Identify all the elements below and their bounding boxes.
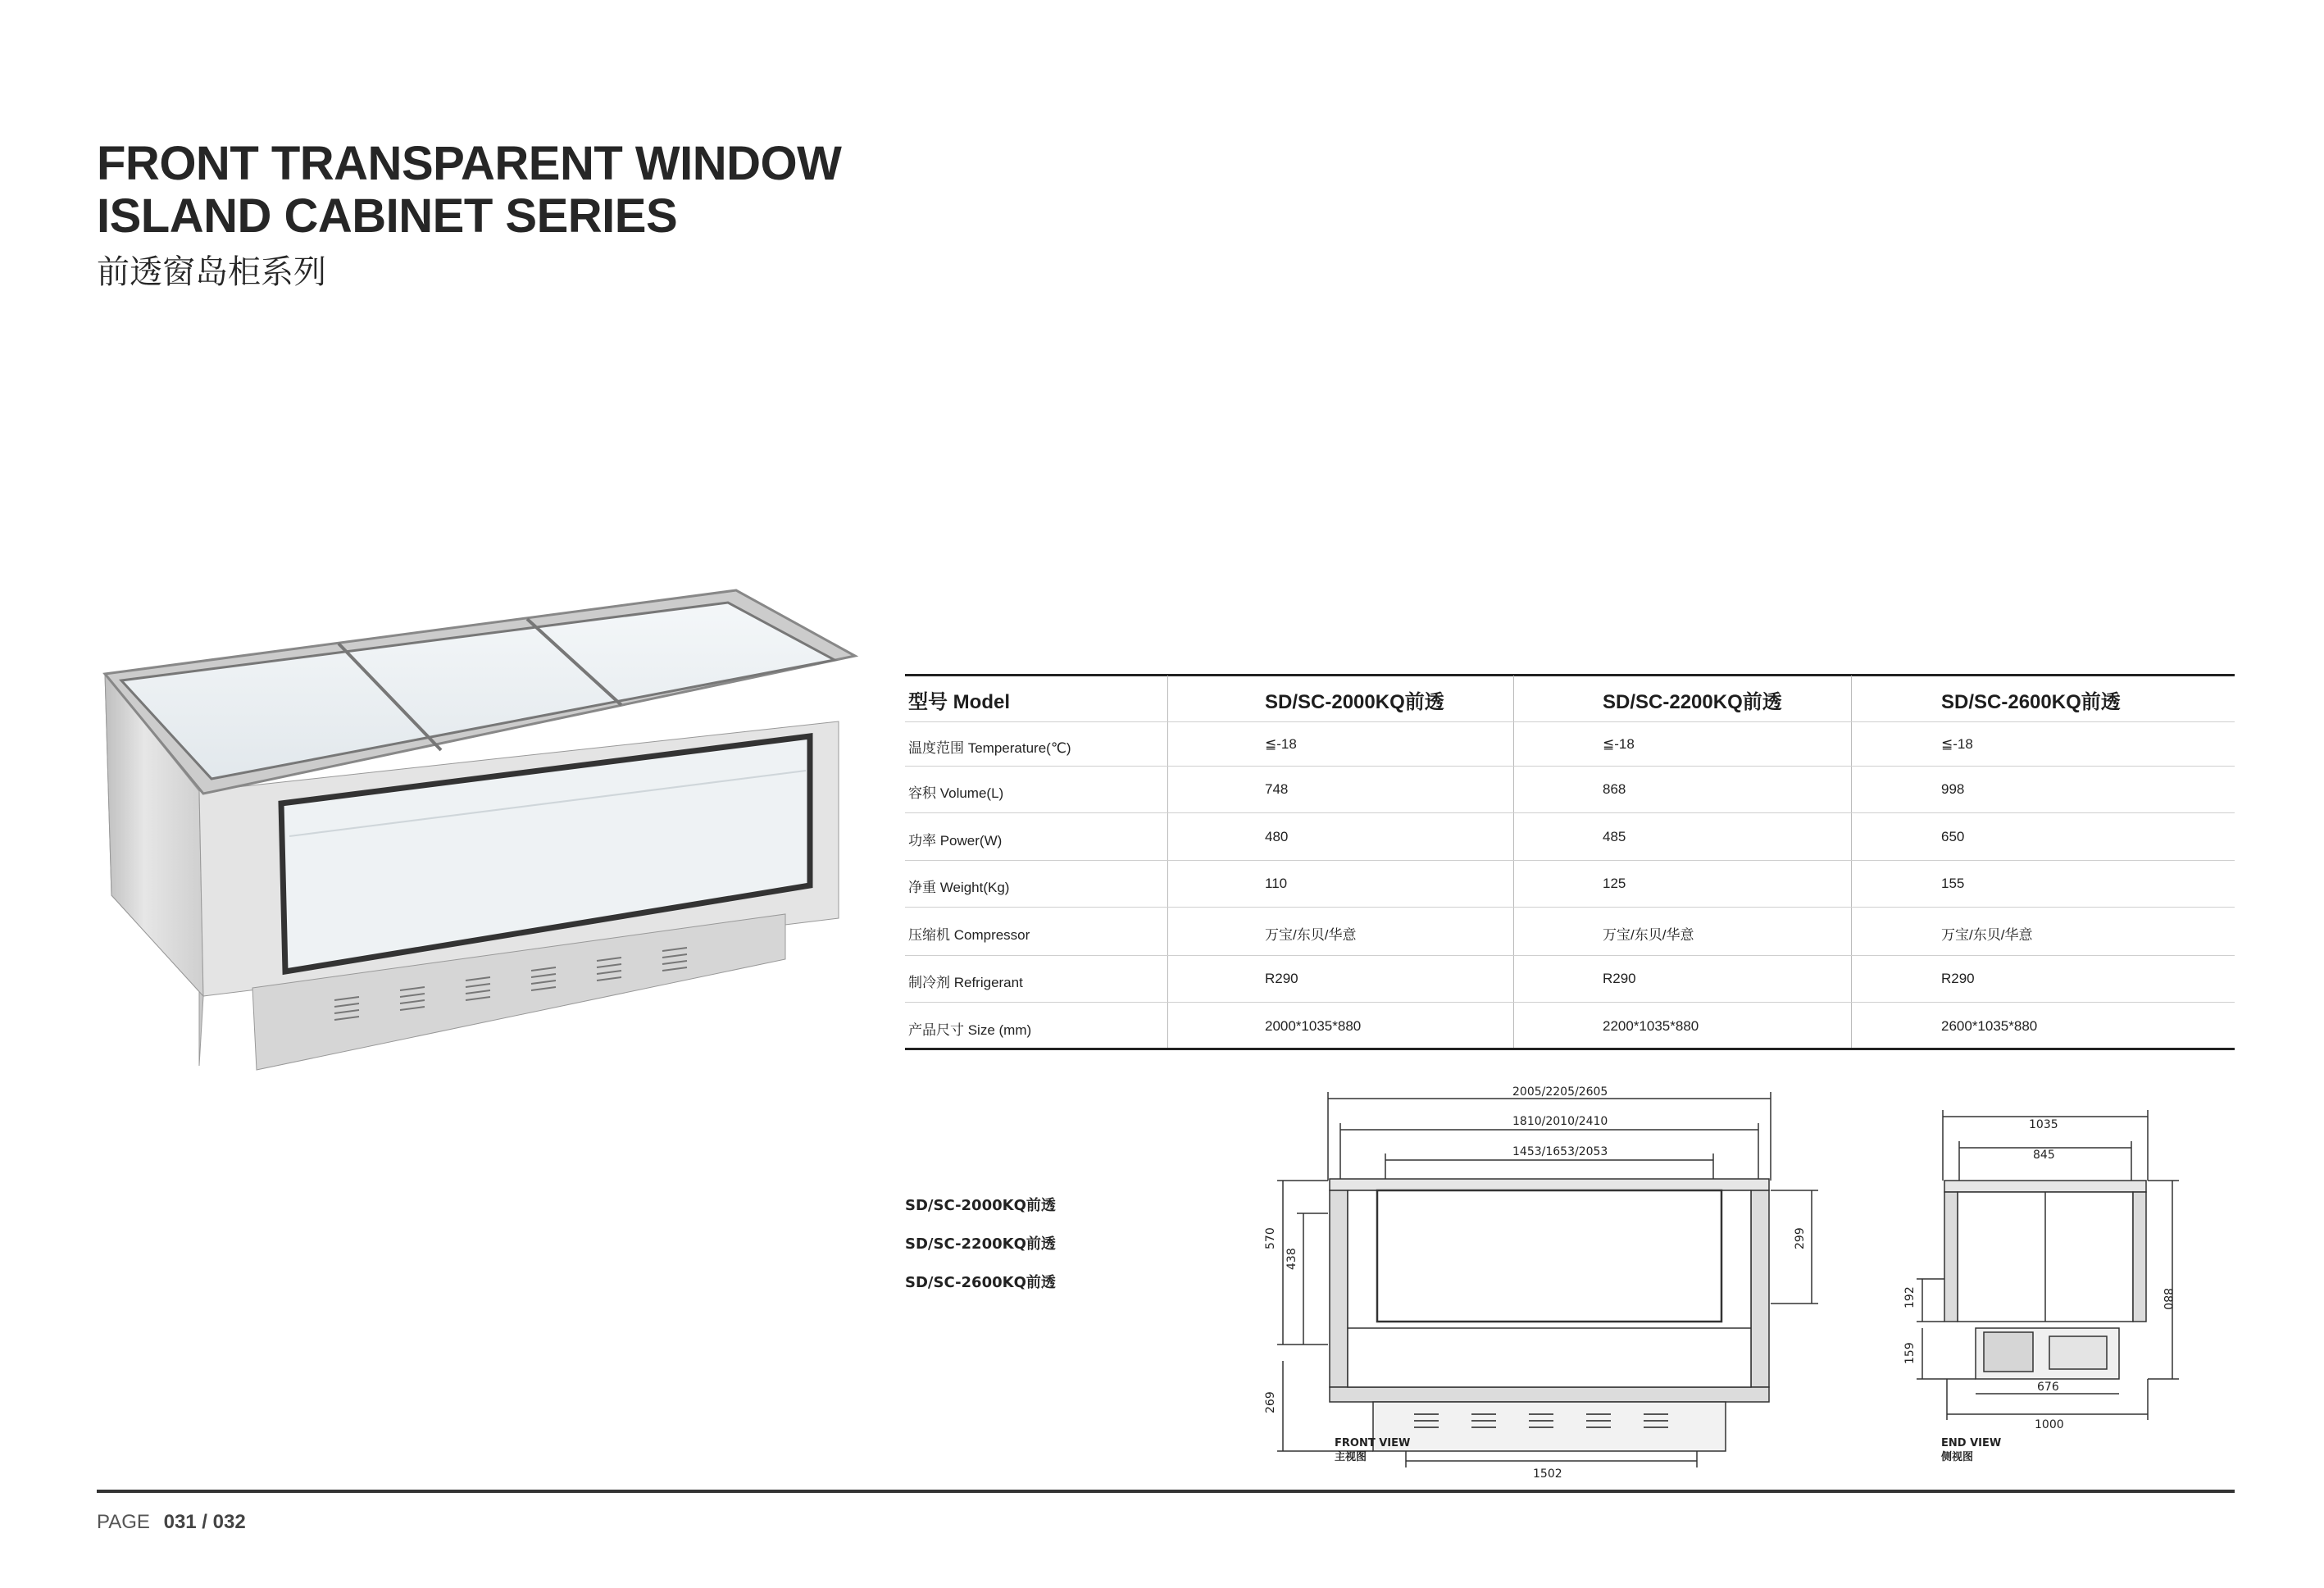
- spec-row-label: 温度范围 Temperature(℃): [908, 740, 1071, 756]
- spec-row-label: 压缩机 Compressor: [908, 927, 1030, 943]
- row-divider: [905, 907, 2235, 908]
- dim-base: 1502: [1533, 1467, 1562, 1481]
- dim-880: 880: [2161, 1288, 2174, 1310]
- spec-cell: 868: [1603, 781, 1626, 797]
- spec-cell: R290: [1603, 971, 1636, 986]
- spec-row-label: 净重 Weight(Kg): [908, 880, 1010, 895]
- dim-192: 192: [1903, 1286, 1917, 1308]
- spec-cell: 650: [1941, 829, 1965, 844]
- page-title: [97, 138, 841, 243]
- spec-cell: 2000*1035*880: [1265, 1018, 1362, 1034]
- spec-cell: 480: [1265, 829, 1289, 844]
- dim-299: 299: [1794, 1227, 1807, 1249]
- spec-cell: 2200*1035*880: [1603, 1018, 1699, 1034]
- dim-1000: 1000: [2035, 1418, 2064, 1431]
- spec-col-divider: [1167, 676, 1168, 1048]
- spec-header-model: 型号 Model: [908, 691, 1010, 713]
- end-view-label: [1941, 1436, 2001, 1464]
- spec-table-top-rule: [905, 674, 2235, 676]
- spec-row-label: 产品尺寸 Size (mm): [908, 1022, 1032, 1038]
- front-view-label-cn: 主视图: [1335, 1451, 1367, 1463]
- dim-window: 1453/1653/2053: [1512, 1145, 1608, 1158]
- spec-cell: ≦-18: [1941, 736, 1973, 752]
- title-line-1: FRONT TRANSPARENT WINDOW: [97, 137, 842, 190]
- spec-row-label: 功率 Power(W): [908, 833, 1003, 849]
- spec-header-col2: SD/SC-2200KQ前透: [1603, 691, 1782, 713]
- page-footer: [97, 1511, 246, 1534]
- row-divider: [905, 766, 2235, 767]
- page-label: PAGE: [97, 1511, 150, 1533]
- dim-inner: 1810/2010/2410: [1512, 1115, 1608, 1128]
- page-number: 031 / 032: [163, 1511, 246, 1533]
- dim-570: 570: [1264, 1227, 1277, 1249]
- front-view-label: [1335, 1436, 1410, 1464]
- end-view-label-cn: 侧视图: [1941, 1451, 1974, 1463]
- spec-row-label: 容积 Volume(L): [908, 785, 1004, 801]
- dim-1035: 1035: [2029, 1118, 2058, 1131]
- spec-cell: 125: [1603, 876, 1626, 891]
- front-view-label-en: FRONT VIEW: [1335, 1437, 1411, 1449]
- product-photo: [97, 574, 884, 1082]
- dim-676: 676: [2037, 1381, 2059, 1394]
- row-divider: [905, 860, 2235, 861]
- spec-cell: 万宝/东贝/华意: [1265, 927, 1357, 943]
- dim-overall: 2005/2205/2605: [1512, 1085, 1608, 1099]
- row-divider: [905, 721, 2235, 722]
- dim-159: 159: [1903, 1342, 1917, 1364]
- footer-rule: [97, 1490, 2235, 1493]
- spec-cell: 110: [1265, 876, 1288, 891]
- model-list-item: SD/SC-2000KQ前透: [905, 1197, 1056, 1214]
- spec-cell: R290: [1941, 971, 1975, 986]
- row-divider: [905, 1002, 2235, 1003]
- spec-col-divider: [1513, 676, 1514, 1048]
- spec-cell: ≦-18: [1265, 736, 1297, 752]
- technical-drawings: [1262, 1082, 2246, 1492]
- spec-cell: 万宝/东贝/华意: [1941, 927, 2033, 943]
- dim-845: 845: [2033, 1149, 2055, 1162]
- spec-col-divider: [1851, 676, 1852, 1048]
- spec-cell: 2600*1035*880: [1941, 1018, 2038, 1034]
- spec-cell: 万宝/东贝/华意: [1603, 927, 1694, 943]
- page-subtitle: 前透窗岛柜系列: [97, 253, 326, 291]
- spec-cell: 485: [1603, 829, 1626, 844]
- spec-cell: ≦-18: [1603, 736, 1635, 752]
- end-view-label-en: END VIEW: [1941, 1437, 2002, 1449]
- spec-header-col1: SD/SC-2000KQ前透: [1265, 691, 1444, 713]
- spec-table-bottom-rule: [905, 1048, 2235, 1050]
- spec-row-label: 制冷剂 Refrigerant: [908, 975, 1023, 990]
- dim-269: 269: [1264, 1391, 1277, 1413]
- row-divider: [905, 812, 2235, 813]
- spec-header-col3: SD/SC-2600KQ前透: [1941, 691, 2121, 713]
- spec-cell: 155: [1941, 876, 1965, 891]
- spec-cell: R290: [1265, 971, 1298, 986]
- model-list-item: SD/SC-2200KQ前透: [905, 1235, 1056, 1253]
- row-divider: [905, 955, 2235, 956]
- spec-cell: 998: [1941, 781, 1965, 797]
- dim-438: 438: [1285, 1248, 1298, 1270]
- title-line-2: ISLAND CABINET SERIES: [97, 189, 678, 243]
- model-list-item: SD/SC-2600KQ前透: [905, 1274, 1056, 1291]
- spec-cell: 748: [1265, 781, 1289, 797]
